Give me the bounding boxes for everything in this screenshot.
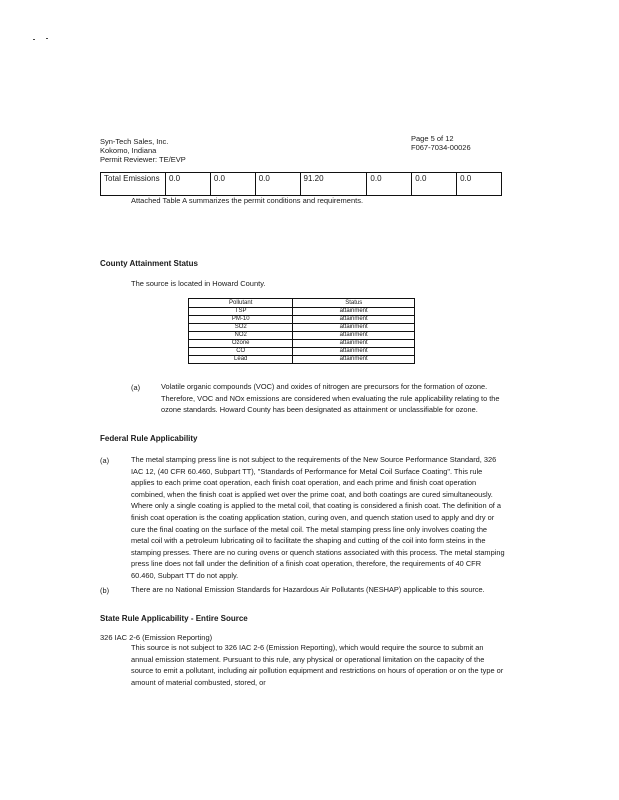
emissions-table	[100, 172, 502, 196]
pollutant-cell: TSP	[189, 308, 293, 316]
table-row	[189, 356, 415, 364]
header-permit-number: F067-7034-00026	[411, 143, 471, 152]
county-heading: County Attainment Status	[100, 259, 198, 268]
scan-speck	[46, 38, 48, 39]
emissions-value: 0.0	[457, 173, 502, 196]
table-header-row	[189, 299, 415, 308]
table-row	[189, 340, 415, 348]
emissions-value: 0.0	[412, 173, 457, 196]
header-company: Syn-Tech Sales, Inc.	[100, 137, 169, 146]
table-row	[189, 316, 415, 324]
status-cell: attainment	[293, 308, 415, 316]
federal-a-text: The metal stamping press line is not subject to the requirements of the New Source Performance Standard, 326 IAC 12, (40 CFR 60.460, Subpart TT), "Standards of Performance for Metal Coil Surface Coating". This rule applies to each prime coat operation, each finish coat operation, and each prime and finish coat operation combined, when the finish coat is applied wet over the prime coat, and both coatings are cured simultaneously. Where only a single coating is applied to the metal coil, that coating is considered a finish coat. The definition of a finish coat operation is the coating application station, curing oven, and quench station used to apply and dry or cure the final coating on the surface of the metal coil. The metal stamping press line only involves coating the metal coil with a petroleum lubricating oil to facilitate the shaping and cutting of the coil into form steins in the stamping presses. There are no curing ovens or quench stations associated with this process. The metal stamping press line does not fall under the definition of a finish coat operation, therefore, the requirements of 40 CFR 60.460, Subpart TT do not apply.	[131, 455, 505, 580]
pollutant-cell: Ozone	[189, 340, 293, 348]
status-cell: attainment	[293, 340, 415, 348]
status-cell: attainment	[293, 324, 415, 332]
table-row	[189, 348, 415, 356]
emissions-value: 91.20	[300, 173, 367, 196]
attainment-table	[188, 298, 415, 364]
table-row	[189, 308, 415, 316]
status-cell: attainment	[293, 332, 415, 340]
county-note-label: (a)	[131, 383, 141, 392]
pollutant-cell: NO2	[189, 332, 293, 340]
county-note-text: Volatile organic compounds (VOC) and oxides of nitrogen are precursors for the formation of ozone. Therefore, VOC and NOx emissions are considered when evaluating the rule applicability relating to the ozone standards. Howard County has been designated as attainment or unclassifiable for ozone.	[161, 382, 500, 415]
federal-heading: Federal Rule Applicability	[100, 434, 198, 443]
table-row	[101, 173, 502, 196]
column-header: Status	[293, 299, 415, 308]
status-cell: attainment	[293, 316, 415, 324]
header-page-number: Page 5 of 12	[411, 134, 454, 143]
pollutant-cell: SO2	[189, 324, 293, 332]
pollutant-cell: Lead	[189, 356, 293, 364]
federal-b-text: There are no National Emission Standards for Hazardous Air Pollutants (NESHAP) applicable to this source.	[131, 585, 485, 594]
table-row	[189, 324, 415, 332]
federal-a-label: (a)	[100, 456, 110, 465]
emissions-row-label: Total Emissions	[101, 173, 166, 196]
federal-b-label: (b)	[100, 586, 110, 595]
emissions-value: 0.0	[367, 173, 412, 196]
state-rule-title: 326 IAC 2-6 (Emission Reporting)	[100, 633, 213, 642]
header-location: Kokomo, Indiana	[100, 146, 157, 155]
status-cell: attainment	[293, 356, 415, 364]
table-row	[189, 332, 415, 340]
header-reviewer: Permit Reviewer: TE/EVP	[100, 155, 186, 164]
county-intro: The source is located in Howard County.	[131, 279, 266, 288]
pollutant-cell: CO	[189, 348, 293, 356]
pollutant-cell: PM-10	[189, 316, 293, 324]
state-rule-text: This source is not subject to 326 IAC 2-6 (Emission Reporting), which would require the source to submit an annual emission statement. Pursuant to this rule, any physical or operational limitation on the capacity of the source to emit a pollutant, including air pollution equipment and restrictions on hours of operation or on the type or amount of material combusted, stored, or	[131, 643, 504, 687]
column-header: Pollutant	[189, 299, 293, 308]
emissions-value: 0.0	[210, 173, 255, 196]
intro-sentence: Attached Table A summarizes the permit conditions and requirements.	[131, 196, 364, 205]
emissions-value: 0.0	[166, 173, 211, 196]
status-cell: attainment	[293, 348, 415, 356]
scan-speck	[33, 39, 35, 40]
state-heading: State Rule Applicability - Entire Source	[100, 614, 248, 623]
emissions-value: 0.0	[255, 173, 300, 196]
